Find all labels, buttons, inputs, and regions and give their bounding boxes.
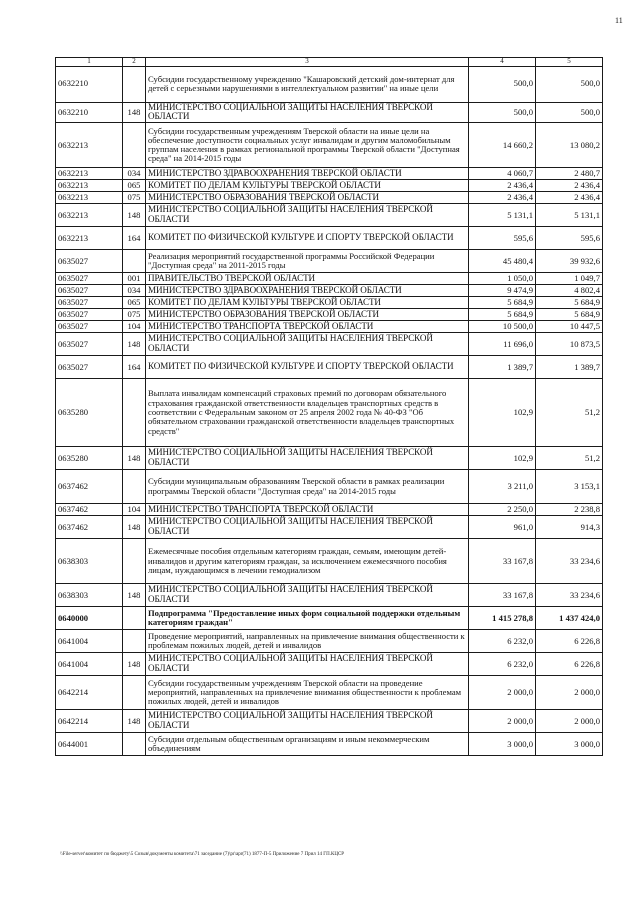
row-code: 0635027 xyxy=(56,321,123,333)
row-code: 0637462 xyxy=(56,516,123,539)
row-name: Субсидии государственным учреждениям Тверской области на иные цели на обеспечение доступности социальных услуг инвалидам и другим маломобильным группам населения в рамках региональной программы Тверской области "Доступная среда" на 2014-2015 годы xyxy=(146,123,469,168)
row-expense-type xyxy=(123,676,146,710)
row-expense-type: 034 xyxy=(123,168,146,180)
row-value-col4: 6 232,0 xyxy=(469,653,536,676)
table-body xyxy=(56,66,603,756)
row-value-col5: 51,2 xyxy=(536,447,603,470)
row-expense-type xyxy=(123,250,146,273)
row-value-col4: 500,0 xyxy=(469,102,536,123)
row-name: КОМИТЕТ ПО ФИЗИЧЕСКОЙ КУЛЬТУРЕ И СПОРТУ ТВЕРСКОЙ ОБЛАСТИ xyxy=(146,227,469,250)
row-name: Реализация мероприятий государственной программы Российской Федерации "Доступная среда" на 2011-2015 годы xyxy=(146,250,469,273)
header-row xyxy=(56,58,603,67)
row-value-col4: 33 167,8 xyxy=(469,584,536,607)
row-value-col4: 6 232,0 xyxy=(469,630,536,653)
row-name: Ежемесячные пособия отдельным категориям граждан, семьям, имеющим детей-инвалидов и другим категориям граждан, за исключением ежемесячного пособия лицам, нуждающимся в лечении гемодиализом xyxy=(146,539,469,584)
row-expense-type: 104 xyxy=(123,321,146,333)
row-code: 0632213 xyxy=(56,180,123,192)
table-row xyxy=(56,321,603,333)
table-row xyxy=(56,470,603,504)
table-row xyxy=(56,516,603,539)
table-row xyxy=(56,168,603,180)
row-value-col4: 961,0 xyxy=(469,516,536,539)
row-code: 0635027 xyxy=(56,273,123,285)
row-value-col5: 5 684,9 xyxy=(536,297,603,309)
row-code: 0632210 xyxy=(56,66,123,102)
row-code: 0632213 xyxy=(56,204,123,227)
row-value-col4: 5 684,9 xyxy=(469,309,536,321)
header-col-1: 1 xyxy=(56,58,123,67)
row-value-col4: 5 684,9 xyxy=(469,297,536,309)
row-code: 0638303 xyxy=(56,584,123,607)
row-value-col4: 9 474,9 xyxy=(469,285,536,297)
table-row xyxy=(56,180,603,192)
row-name: МИНИСТЕРСТВО ТРАНСПОРТА ТВЕРСКОЙ ОБЛАСТИ xyxy=(146,504,469,516)
row-value-col5: 10 447,5 xyxy=(536,321,603,333)
row-value-col5: 500,0 xyxy=(536,66,603,102)
row-code: 0635027 xyxy=(56,285,123,297)
row-name: Субсидии отдельным общественным организациям и иным некоммерческим объединениям xyxy=(146,733,469,756)
row-value-col4: 2 436,4 xyxy=(469,192,536,204)
table-row xyxy=(56,539,603,584)
row-value-col4: 2 000,0 xyxy=(469,710,536,733)
table-row xyxy=(56,123,603,168)
row-value-col4: 5 131,1 xyxy=(469,204,536,227)
header-col-5: 5 xyxy=(536,58,603,67)
header-col-4: 4 xyxy=(469,58,536,67)
row-expense-type: 148 xyxy=(123,584,146,607)
row-code: 0644001 xyxy=(56,733,123,756)
row-name: МИНИСТЕРСТВО СОЦИАЛЬНОЙ ЗАЩИТЫ НАСЕЛЕНИЯ ТВЕРСКОЙ ОБЛАСТИ xyxy=(146,447,469,470)
row-expense-type xyxy=(123,630,146,653)
row-code: 0638303 xyxy=(56,539,123,584)
row-expense-type: 164 xyxy=(123,356,146,379)
row-value-col4: 1 415 278,8 xyxy=(469,607,536,630)
row-value-col4: 2 436,4 xyxy=(469,180,536,192)
row-code: 0632213 xyxy=(56,123,123,168)
table-row xyxy=(56,733,603,756)
row-code: 0635027 xyxy=(56,250,123,273)
row-value-col4: 1 050,0 xyxy=(469,273,536,285)
row-value-col4: 595,6 xyxy=(469,227,536,250)
row-name: Субсидии муниципальным образованиям Тверской области в рамках реализации программы Тверской области "Доступная среда" на 2014-2015 годы xyxy=(146,470,469,504)
row-value-col5: 1 437 424,0 xyxy=(536,607,603,630)
row-value-col5: 13 080,2 xyxy=(536,123,603,168)
row-value-col5: 6 226,8 xyxy=(536,630,603,653)
row-name: МИНИСТЕРСТВО СОЦИАЛЬНОЙ ЗАЩИТЫ НАСЕЛЕНИЯ ТВЕРСКОЙ ОБЛАСТИ xyxy=(146,710,469,733)
row-value-col5: 2 238,8 xyxy=(536,504,603,516)
row-name: МИНИСТЕРСТВО СОЦИАЛЬНОЙ ЗАЩИТЫ НАСЕЛЕНИЯ ТВЕРСКОЙ ОБЛАСТИ xyxy=(146,102,469,123)
row-value-col5: 2 000,0 xyxy=(536,710,603,733)
budget-table xyxy=(55,57,603,756)
row-code: 0641004 xyxy=(56,653,123,676)
row-name: Субсидии государственному учреждению "Кашаровский детский дом-интернат для детей с серьезными нарушениями в интеллектуальном развитии" на иные цели xyxy=(146,66,469,102)
row-expense-type: 075 xyxy=(123,309,146,321)
row-code: 0632213 xyxy=(56,168,123,180)
table-row xyxy=(56,102,603,123)
table-row xyxy=(56,192,603,204)
row-code: 0635280 xyxy=(56,447,123,470)
row-expense-type: 104 xyxy=(123,504,146,516)
table-row xyxy=(56,676,603,710)
row-name: МИНИСТЕРСТВО ТРАНСПОРТА ТВЕРСКОЙ ОБЛАСТИ xyxy=(146,321,469,333)
row-expense-type: 148 xyxy=(123,102,146,123)
table-row xyxy=(56,447,603,470)
row-name: Выплата инвалидам компенсаций страховых премий по договорам обязательного страхования гражданской ответственности владельцев транспортных средств в соответствии с Федеральным законом от 25 апреля 2002 года № 40-ФЗ "Об обязательном страховании гражданской ответственности владельцев транспортных средств" xyxy=(146,379,469,447)
row-value-col4: 2 000,0 xyxy=(469,676,536,710)
row-expense-type: 065 xyxy=(123,297,146,309)
table-row xyxy=(56,653,603,676)
row-expense-type xyxy=(123,123,146,168)
row-value-col4: 10 500,0 xyxy=(469,321,536,333)
row-name: МИНИСТЕРСТВО СОЦИАЛЬНОЙ ЗАЩИТЫ НАСЕЛЕНИЯ ТВЕРСКОЙ ОБЛАСТИ xyxy=(146,204,469,227)
table-row xyxy=(56,607,603,630)
row-name: МИНИСТЕРСТВО ОБРАЗОВАНИЯ ТВЕРСКОЙ ОБЛАСТИ xyxy=(146,192,469,204)
row-expense-type: 148 xyxy=(123,710,146,733)
row-expense-type: 065 xyxy=(123,180,146,192)
row-expense-type xyxy=(123,470,146,504)
row-expense-type: 148 xyxy=(123,653,146,676)
page-number: 11 xyxy=(615,16,623,25)
row-value-col4: 1 389,7 xyxy=(469,356,536,379)
row-name: ПРАВИТЕЛЬСТВО ТВЕРСКОЙ ОБЛАСТИ xyxy=(146,273,469,285)
table-row xyxy=(56,356,603,379)
row-code: 0635027 xyxy=(56,333,123,356)
table-row xyxy=(56,504,603,516)
row-value-col5: 3 153,1 xyxy=(536,470,603,504)
table-row xyxy=(56,227,603,250)
row-value-col4: 500,0 xyxy=(469,66,536,102)
header-col-3: 3 xyxy=(146,58,469,67)
row-expense-type: 075 xyxy=(123,192,146,204)
row-value-col4: 3 000,0 xyxy=(469,733,536,756)
table-row xyxy=(56,584,603,607)
row-code: 0640000 xyxy=(56,607,123,630)
row-code: 0635027 xyxy=(56,297,123,309)
row-name: МИНИСТЕРСТВО СОЦИАЛЬНОЙ ЗАЩИТЫ НАСЕЛЕНИЯ ТВЕРСКОЙ ОБЛАСТИ xyxy=(146,584,469,607)
table-row xyxy=(56,333,603,356)
row-name: МИНИСТЕРСТВО СОЦИАЛЬНОЙ ЗАЩИТЫ НАСЕЛЕНИЯ ТВЕРСКОЙ ОБЛАСТИ xyxy=(146,516,469,539)
row-value-col5: 6 226,8 xyxy=(536,653,603,676)
row-value-col5: 595,6 xyxy=(536,227,603,250)
row-value-col5: 39 932,6 xyxy=(536,250,603,273)
row-value-col5: 2 436,4 xyxy=(536,180,603,192)
row-value-col5: 914,3 xyxy=(536,516,603,539)
row-name: МИНИСТЕРСТВО СОЦИАЛЬНОЙ ЗАЩИТЫ НАСЕЛЕНИЯ ТВЕРСКОЙ ОБЛАСТИ xyxy=(146,333,469,356)
row-value-col4: 2 250,0 xyxy=(469,504,536,516)
row-name: КОМИТЕТ ПО ДЕЛАМ КУЛЬТУРЫ ТВЕРСКОЙ ОБЛАСТИ xyxy=(146,297,469,309)
row-name: Проведение мероприятий, направленных на привлечение внимания общественности к проблемам пожилых людей, детей и инвалидов xyxy=(146,630,469,653)
row-value-col4: 11 696,0 xyxy=(469,333,536,356)
table-row xyxy=(56,250,603,273)
row-value-col5: 2 436,4 xyxy=(536,192,603,204)
row-name: КОМИТЕТ ПО ФИЗИЧЕСКОЙ КУЛЬТУРЕ И СПОРТУ ТВЕРСКОЙ ОБЛАСТИ xyxy=(146,356,469,379)
row-name: Субсидии государственным учреждениям Тверской области на проведение мероприятий, направленных на привлечение внимания общественности к проблемам пожилых людей, детей и инвалидов xyxy=(146,676,469,710)
table-row xyxy=(56,379,603,447)
row-value-col5: 5 131,1 xyxy=(536,204,603,227)
row-code: 0637462 xyxy=(56,470,123,504)
row-expense-type xyxy=(123,607,146,630)
row-value-col4: 4 060,7 xyxy=(469,168,536,180)
row-name: МИНИСТЕРСТВО ЗДРАВООХРАНЕНИЯ ТВЕРСКОЙ ОБЛАСТИ xyxy=(146,285,469,297)
row-expense-type xyxy=(123,379,146,447)
table-row xyxy=(56,710,603,733)
row-expense-type xyxy=(123,733,146,756)
table-row xyxy=(56,273,603,285)
row-expense-type: 164 xyxy=(123,227,146,250)
row-value-col5: 2 000,0 xyxy=(536,676,603,710)
row-value-col5: 1 389,7 xyxy=(536,356,603,379)
row-name: МИНИСТЕРСТВО ОБРАЗОВАНИЯ ТВЕРСКОЙ ОБЛАСТИ xyxy=(146,309,469,321)
row-expense-type xyxy=(123,66,146,102)
row-value-col4: 14 660,2 xyxy=(469,123,536,168)
row-code: 0637462 xyxy=(56,504,123,516)
table-row xyxy=(56,630,603,653)
header-col-2: 2 xyxy=(123,58,146,67)
row-value-col5: 500,0 xyxy=(536,102,603,123)
row-value-col4: 3 211,0 xyxy=(469,470,536,504)
row-code: 0632210 xyxy=(56,102,123,123)
row-code: 0632213 xyxy=(56,227,123,250)
row-name: МИНИСТЕРСТВО СОЦИАЛЬНОЙ ЗАЩИТЫ НАСЕЛЕНИЯ ТВЕРСКОЙ ОБЛАСТИ xyxy=(146,653,469,676)
table-row xyxy=(56,309,603,321)
row-name: КОМИТЕТ ПО ДЕЛАМ КУЛЬТУРЫ ТВЕРСКОЙ ОБЛАСТИ xyxy=(146,180,469,192)
row-expense-type: 001 xyxy=(123,273,146,285)
row-value-col5: 3 000,0 xyxy=(536,733,603,756)
row-code: 0635280 xyxy=(56,379,123,447)
row-value-col4: 45 480,4 xyxy=(469,250,536,273)
row-name: МИНИСТЕРСТВО ЗДРАВООХРАНЕНИЯ ТВЕРСКОЙ ОБЛАСТИ xyxy=(146,168,469,180)
table-row xyxy=(56,204,603,227)
row-code: 0635027 xyxy=(56,309,123,321)
row-name: Подпрограмма "Предоставление иных форм социальной поддержки отдельным категориям граждан" xyxy=(146,607,469,630)
row-code: 0642214 xyxy=(56,710,123,733)
row-value-col4: 102,9 xyxy=(469,447,536,470)
footer-file-path: \\File-server\комитет по бюджету\5 Созыв\документы комитета\71 заседание (7)\pr\apr(71) 1877-П-5 Приложение 7 Прил 14 ГП.КЦСР xyxy=(60,852,345,857)
row-code: 0632213 xyxy=(56,192,123,204)
row-expense-type xyxy=(123,539,146,584)
row-value-col5: 33 234,6 xyxy=(536,539,603,584)
row-expense-type: 148 xyxy=(123,447,146,470)
row-code: 0642214 xyxy=(56,676,123,710)
row-value-col5: 10 873,5 xyxy=(536,333,603,356)
row-value-col5: 2 480,7 xyxy=(536,168,603,180)
table-row xyxy=(56,297,603,309)
row-value-col5: 33 234,6 xyxy=(536,584,603,607)
row-value-col5: 4 802,4 xyxy=(536,285,603,297)
row-code: 0635027 xyxy=(56,356,123,379)
table-row xyxy=(56,285,603,297)
row-expense-type: 034 xyxy=(123,285,146,297)
row-expense-type: 148 xyxy=(123,333,146,356)
row-value-col4: 33 167,8 xyxy=(469,539,536,584)
row-value-col5: 51,2 xyxy=(536,379,603,447)
row-value-col5: 1 049,7 xyxy=(536,273,603,285)
table-row xyxy=(56,66,603,102)
row-expense-type: 148 xyxy=(123,516,146,539)
row-expense-type: 148 xyxy=(123,204,146,227)
row-value-col4: 102,9 xyxy=(469,379,536,447)
row-value-col5: 5 684,9 xyxy=(536,309,603,321)
row-code: 0641004 xyxy=(56,630,123,653)
